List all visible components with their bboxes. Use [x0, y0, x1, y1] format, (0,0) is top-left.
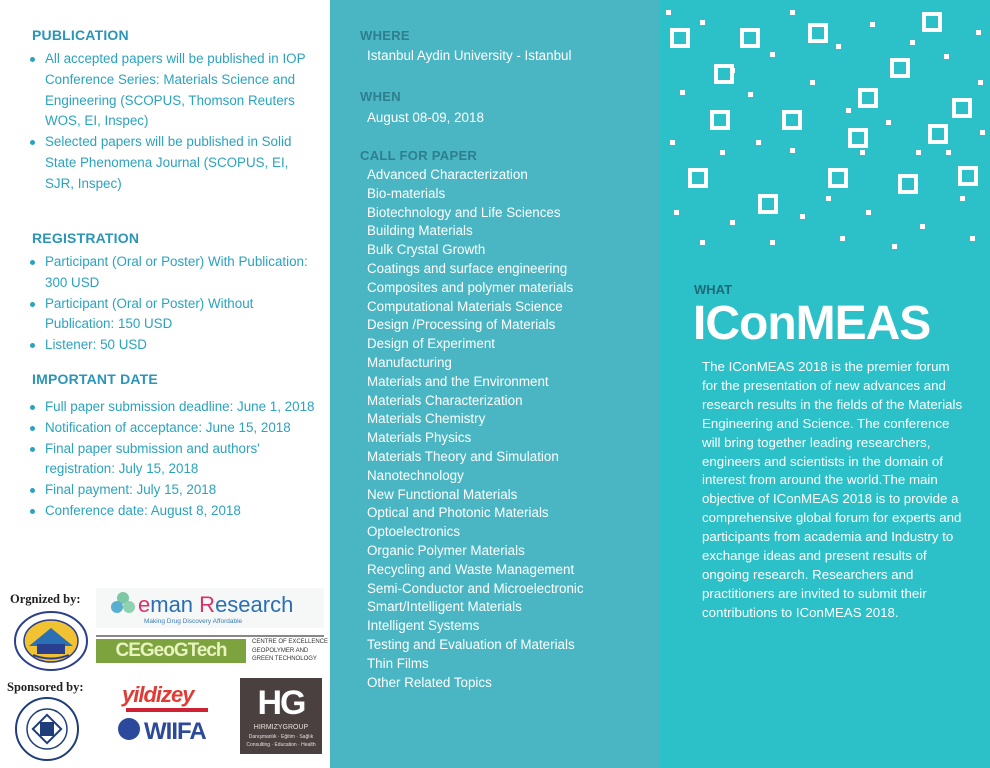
topic-item: Building Materials: [367, 223, 473, 239]
registration-list: [28, 252, 318, 356]
conference-title: IConMEAS: [693, 297, 931, 350]
pattern-square: [672, 30, 688, 46]
list-item: Selected papers will be published in Solid State Phenomena Journal (SCOPUS, EI, SJR, Inspec): [28, 132, 318, 194]
topic-item: Intelligent Systems: [367, 618, 480, 634]
eman-name: man: [150, 592, 200, 617]
topic-item: Advanced Characterization: [367, 167, 528, 182]
important-date-heading: IMPORTANT DATE: [32, 371, 158, 387]
pattern-dot: [700, 20, 705, 25]
hg-group: HIRMIZYGROUP: [253, 724, 309, 731]
topic-item: Thin Films: [367, 655, 429, 671]
pattern-dot: [960, 196, 965, 201]
eman-e-letter: e: [138, 592, 151, 617]
pattern-dot: [670, 140, 675, 145]
pattern-square: [712, 112, 728, 128]
topic-item: Materials Chemistry: [367, 411, 486, 427]
pattern-dot: [976, 30, 981, 35]
pattern-dot: [680, 90, 685, 95]
pattern-square: [742, 30, 758, 46]
important-date-list: [28, 397, 318, 522]
topic-item: Materials and the Environment: [367, 373, 549, 389]
where-value: Istanbul Aydin University - Istanbul: [367, 48, 572, 63]
topic-item: Bulk Crystal Growth: [367, 242, 486, 258]
topic-item: Testing and Evaluation of Materials: [367, 636, 575, 652]
what-heading: WHAT: [694, 282, 733, 297]
pattern-dot: [946, 150, 951, 155]
pattern-square: [716, 66, 732, 82]
topic-item: Biotechnology and Life Sciences: [367, 204, 561, 220]
pattern-dot: [730, 68, 735, 73]
cegeogtech-desc: CENTRE OF EXCELLENCE GEOPOLYMER AND GREEN TECHNOLOGY: [252, 639, 329, 662]
registration-heading: REGISTRATION: [32, 230, 140, 246]
yildizey-wiifa-logo: [118, 682, 214, 754]
eman-research-logo: [96, 588, 324, 628]
pattern-dot: [700, 240, 705, 245]
pattern-dot: [674, 210, 679, 215]
pattern-dot: [666, 10, 671, 15]
when-value: August 08-09, 2018: [367, 110, 484, 125]
pattern-dot: [892, 244, 897, 249]
pattern-dot: [846, 108, 851, 113]
list-item: Participant (Oral or Poster) With Publication: 300 USD: [28, 252, 318, 294]
pattern-dot: [790, 10, 795, 15]
hg-name: HG: [257, 684, 305, 722]
istanbul-aydin-university-seal: [14, 696, 80, 762]
pattern-dot: [840, 236, 845, 241]
cegeogtech-name: CEGeoGTech: [96, 639, 246, 663]
pattern-dot: [826, 196, 831, 201]
pattern-dot: [810, 80, 815, 85]
pattern-dot: [770, 240, 775, 245]
pattern-square: [830, 170, 846, 186]
pattern-square: [784, 112, 800, 128]
topic-item: Composites and polymer materials: [367, 279, 574, 295]
eman-name-rest: esearch: [215, 592, 294, 617]
pattern-dot: [870, 22, 875, 27]
pattern-square: [892, 60, 908, 76]
pattern-dot: [800, 214, 805, 219]
list-item: Final paper submission and authors' registration: July 15, 2018: [28, 439, 318, 481]
list-item: Participant (Oral or Poster) Without Publication: 150 USD: [28, 294, 318, 336]
organized-by-label: Orgnized by:: [10, 592, 81, 606]
pattern-square: [850, 130, 866, 146]
cegeogtech-logo: [96, 635, 329, 667]
call-for-paper-heading: CALL FOR PAPER: [360, 148, 478, 163]
yildizey-name: yildizey: [122, 682, 194, 707]
pattern-dot: [730, 220, 735, 225]
topic-item: Coatings and surface engineering: [367, 260, 568, 276]
publication-list: [28, 49, 318, 195]
topic-item: Materials Theory and Simulation: [367, 448, 559, 464]
topic-item: Materials Physics: [367, 430, 472, 446]
pattern-square: [760, 196, 776, 212]
topic-item: Optical and Photonic Materials: [367, 505, 549, 521]
hirmizy-group-logo: [240, 678, 322, 754]
eman-tagline: Making Drug Discovery Affordable: [144, 618, 243, 625]
topic-item: Recycling and Waste Management: [367, 561, 575, 577]
pattern-dot: [978, 80, 983, 85]
list-item: Conference date: August 8, 2018: [28, 501, 318, 522]
pattern-dot: [860, 150, 865, 155]
topic-item: Bio-materials: [367, 185, 446, 201]
topic-item: Semi-Conductor and Microelectronic: [367, 580, 584, 596]
pattern-dot: [748, 92, 753, 97]
university-seal-logo: [11, 610, 91, 672]
hg-tagline2: Consulting · Education · Health: [246, 742, 316, 748]
molecule-icon: [110, 590, 136, 614]
list-item: Listener: 50 USD: [28, 335, 318, 356]
pattern-dot: [910, 40, 915, 45]
pattern-square: [930, 126, 946, 142]
pattern-square: [960, 168, 976, 184]
pattern-dot: [916, 150, 921, 155]
pattern-dot: [790, 148, 795, 153]
where-heading: WHERE: [360, 28, 410, 43]
pattern-dot: [944, 54, 949, 59]
topic-item: Design of Experiment: [367, 336, 496, 352]
pattern-dot: [920, 224, 925, 229]
topic-item: Materials Characterization: [367, 392, 523, 408]
conference-description: The IConMEAS 2018 is the premier forum for the presentation of new advances and research results in the fields of the Materials Engineering and Science. The conference will bring together leading researchers, engineers and scientists in the domain of interest from around the world.The main objective of IConMEAS 2018 is to provide a comprehensive global forum for experts and participants from academia and Industry to exchange ideas and present results of ongoing research. Researchers and practitioners are invited to submit their contributions to IConMEAS 2018.: [702, 359, 963, 620]
eman-r-letter: R: [199, 592, 216, 617]
list-item: Notification of acceptance: June 15, 2018: [28, 418, 318, 439]
topic-item: Other Related Topics: [367, 674, 492, 690]
pattern-square: [924, 14, 940, 30]
list-item: Final payment: July 15, 2018: [28, 480, 318, 501]
topic-item: New Functional Materials: [367, 486, 518, 502]
pattern-square: [860, 90, 876, 106]
topic-item: Computational Materials Science: [367, 298, 563, 314]
pattern-square: [954, 100, 970, 116]
pattern-dot: [866, 210, 871, 215]
topic-item: Optoelectronics: [367, 524, 461, 540]
pattern-square: [810, 25, 826, 41]
pattern-dot: [980, 130, 985, 135]
topic-item: Organic Polymer Materials: [367, 542, 525, 558]
call-for-paper-topics: [367, 166, 584, 692]
topic-item: Nanotechnology: [367, 467, 464, 483]
publication-heading: PUBLICATION: [32, 27, 129, 43]
list-item: Full paper submission deadline: June 1, 2018: [28, 397, 318, 418]
pattern-dot: [970, 236, 975, 241]
when-heading: WHEN: [360, 89, 401, 104]
list-item: All accepted papers will be published in IOP Conference Series: Materials Science and Engineering (SCOPUS, Thomson Reuters WOS, EI, Inspec): [28, 49, 318, 132]
hg-tagline1: Danışmanlık · Eğitim · Sağlık: [248, 734, 314, 740]
wiifa-name: WIIFA: [144, 718, 206, 745]
pattern-dot: [756, 140, 761, 145]
pattern-dot: [770, 52, 775, 57]
topic-item: Design /Processing of Materials: [367, 317, 556, 333]
pattern-dot: [720, 150, 725, 155]
sponsored-by-label: Sponsored by:: [7, 680, 84, 694]
topic-item: Smart/Intelligent Materials: [367, 599, 522, 615]
pattern-dot: [886, 120, 891, 125]
pattern-square: [900, 176, 916, 192]
decorative-square-pattern: [660, 0, 990, 260]
topic-item: Manufacturing: [367, 354, 452, 370]
pattern-dot: [836, 44, 841, 49]
pattern-square: [690, 170, 706, 186]
